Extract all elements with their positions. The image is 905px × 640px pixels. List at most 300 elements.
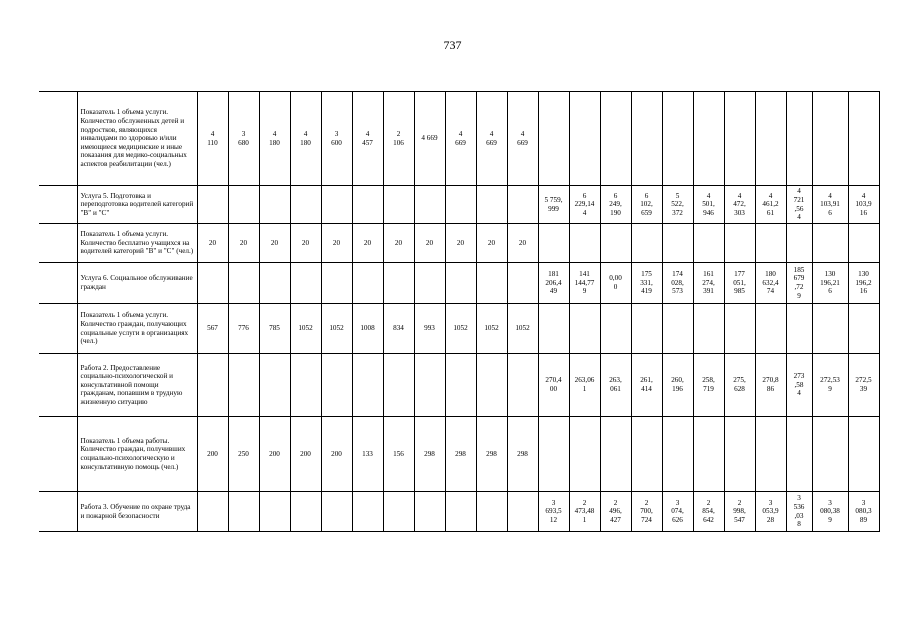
cell-text: 181 — [548, 270, 559, 279]
amount-cell — [724, 186, 755, 224]
cell-text: 721 — [793, 195, 805, 204]
cell-text: 270,4 — [545, 376, 562, 385]
cell-text: 20 — [363, 238, 372, 247]
count-cell — [228, 354, 259, 417]
amount-cell — [848, 354, 879, 417]
count-cell — [321, 263, 352, 304]
count-cell — [290, 224, 321, 263]
count-cell — [507, 354, 538, 417]
count-cell — [259, 224, 290, 263]
count-cell — [414, 224, 445, 263]
amount-cell — [848, 224, 879, 263]
row-name-cell: Показатель 1 объема услуги. Количество обслуженных детей и подростков, являющихся инвалидами по здоровью и/или имеющиеся медицинские и иные показания для медико-социальных аспектов реабилитации (чел.) — [77, 92, 197, 186]
cell-text: 272,5 — [855, 376, 872, 385]
count-cell — [476, 492, 507, 532]
cell-text: 2 — [706, 498, 711, 507]
cell-text: 180 — [269, 138, 280, 147]
cell-text: 86 — [766, 385, 775, 393]
cell-text: 174 — [672, 270, 683, 279]
amount-cell — [786, 304, 812, 354]
count-cell — [321, 224, 352, 263]
cell-text: 669 — [486, 138, 497, 147]
cell-text: 419 — [641, 287, 652, 296]
count-cell — [445, 354, 476, 417]
amount-cell — [538, 354, 569, 417]
cell-text: 6 — [828, 208, 832, 217]
amount-cell — [600, 417, 631, 492]
cell-text: 270,8 — [762, 376, 779, 385]
count-cell — [476, 304, 507, 354]
cell-text: 103,91 — [820, 200, 840, 209]
cell-text: 2 — [396, 129, 401, 138]
cell-text: 724 — [641, 515, 652, 524]
amount-cell — [812, 354, 848, 417]
cell-text: 1052 — [298, 324, 313, 333]
count-cell — [197, 492, 228, 532]
cell-text: 74 — [766, 287, 775, 296]
amount-cell — [538, 304, 569, 354]
count-cell — [414, 354, 445, 417]
amount-cell — [724, 417, 755, 492]
cell-text: ,58 — [794, 380, 804, 389]
table-row — [39, 224, 879, 263]
cell-text: 20 — [456, 238, 465, 247]
amount-cell — [693, 417, 724, 492]
amount-cell — [812, 186, 848, 224]
count-cell — [352, 224, 383, 263]
count-cell — [259, 92, 290, 186]
amount-cell — [600, 92, 631, 186]
cell-text: 273 — [793, 372, 805, 381]
amount-cell — [538, 92, 569, 186]
cell-text: 5 — [675, 191, 680, 200]
cell-text: 196 — [672, 385, 683, 393]
amount-cell — [812, 417, 848, 492]
row-name-cell: Работа 2. Предоставление социально-психологической и консультативной помощи гражданам, попавшим в трудную жизненную ситуацию — [77, 354, 197, 417]
cell-text: 3 — [861, 498, 866, 507]
row-number-cell — [39, 186, 77, 224]
cell-text: 249, — [609, 200, 622, 209]
row-name-cell: Показатель 1 объема услуги. Количество граждан, получающих социальные услуги в организациях (чел.) — [77, 304, 197, 354]
cell-text: 3 — [334, 129, 339, 138]
cell-text: 103,9 — [855, 200, 872, 209]
table-row — [39, 417, 879, 492]
amount-cell — [693, 492, 724, 532]
row-number-cell — [39, 224, 77, 263]
count-cell — [414, 92, 445, 186]
amount-cell — [848, 492, 879, 532]
amount-cell — [662, 417, 693, 492]
count-cell — [414, 304, 445, 354]
cell-text: 985 — [734, 287, 745, 296]
cell-text: 2 — [582, 498, 587, 507]
count-cell — [507, 92, 538, 186]
cell-text: 536 — [793, 502, 805, 511]
cell-text: 4 — [737, 191, 742, 200]
amount-cell — [600, 224, 631, 263]
count-cell — [228, 417, 259, 492]
cell-text: 626 — [672, 515, 683, 524]
cell-text: 028, — [671, 278, 684, 287]
cell-text: 642 — [703, 515, 714, 524]
amount-cell — [631, 263, 662, 304]
cell-text: 20 — [332, 238, 341, 247]
amount-cell — [538, 263, 569, 304]
cell-text: 196,21 — [820, 278, 840, 287]
cell-text: 9 — [828, 385, 832, 393]
cell-text: 946 — [703, 208, 714, 217]
table-row — [39, 304, 879, 354]
cell-text: 4 — [768, 191, 773, 200]
amount-cell — [662, 354, 693, 417]
count-cell — [507, 186, 538, 224]
cell-text: 4 — [828, 191, 832, 200]
cell-text: 89 — [859, 515, 868, 524]
cell-text: 461,2 — [762, 200, 779, 209]
cell-text: 680 — [238, 138, 249, 147]
count-cell — [352, 354, 383, 417]
cell-text: 834 — [393, 324, 404, 333]
count-cell — [507, 492, 538, 532]
cell-text: 1 — [582, 515, 587, 524]
amount-cell — [693, 186, 724, 224]
amount-cell — [631, 304, 662, 354]
cell-text: 20 — [270, 238, 279, 247]
cell-text: 185 — [793, 265, 805, 274]
count-cell — [197, 186, 228, 224]
count-cell — [259, 354, 290, 417]
cell-text: 298 — [424, 449, 435, 458]
count-cell — [352, 417, 383, 492]
count-cell — [290, 304, 321, 354]
data-table — [39, 91, 880, 532]
count-cell — [507, 224, 538, 263]
count-cell — [197, 304, 228, 354]
cell-text: 9 — [797, 291, 801, 300]
cell-text: 200 — [331, 449, 342, 458]
amount-cell — [724, 304, 755, 354]
count-cell — [197, 92, 228, 186]
amount-cell — [600, 492, 631, 532]
amount-cell — [538, 417, 569, 492]
cell-text: 298 — [486, 449, 497, 458]
count-cell — [228, 224, 259, 263]
amount-cell — [569, 263, 600, 304]
amount-cell — [693, 224, 724, 263]
cell-text: 130 — [824, 270, 836, 279]
cell-text: 1052 — [515, 324, 530, 333]
cell-text: 274, — [702, 278, 715, 287]
cell-text: 600 — [331, 138, 342, 147]
count-cell — [290, 417, 321, 492]
cell-text: 20 — [208, 238, 217, 247]
amount-cell — [724, 224, 755, 263]
count-cell — [383, 492, 414, 532]
cell-text: 260, — [671, 376, 684, 385]
cell-text: 4 — [303, 129, 308, 138]
cell-text: 547 — [734, 515, 745, 524]
count-cell — [228, 263, 259, 304]
row-number-cell — [39, 492, 77, 532]
count-cell — [197, 263, 228, 304]
table-row — [39, 186, 879, 224]
row-name-cell: Показатель 1 объема работы. Количество граждан, получивших социально-психологическую и консультативную помощь (чел.) — [77, 417, 197, 492]
cell-text: 2 — [644, 498, 649, 507]
row-name-cell: Услуга 5. Подготовка и переподготовка водителей категорий "В" и "С" — [77, 186, 197, 224]
cell-text: 496, — [609, 507, 622, 516]
row-number-cell — [39, 417, 77, 492]
cell-text: 200 — [269, 449, 280, 458]
cell-text: 4 — [489, 129, 494, 138]
count-cell — [383, 263, 414, 304]
cell-text: 263,06 — [574, 376, 595, 385]
count-cell — [321, 92, 352, 186]
cell-text: 1 — [582, 385, 587, 393]
count-cell — [383, 354, 414, 417]
amount-cell — [755, 304, 786, 354]
count-cell — [197, 224, 228, 263]
cell-text: 700, — [640, 507, 653, 516]
count-cell — [290, 92, 321, 186]
cell-text: 2 — [737, 498, 742, 507]
amount-cell — [631, 92, 662, 186]
count-cell — [445, 417, 476, 492]
amount-cell — [631, 417, 662, 492]
count-cell — [383, 224, 414, 263]
cell-text: 00 — [549, 385, 558, 393]
count-cell — [290, 186, 321, 224]
cell-text: ,56 — [794, 204, 804, 213]
amount-cell — [569, 92, 600, 186]
amount-cell — [755, 263, 786, 304]
cell-text: 6 — [644, 191, 649, 200]
count-cell — [290, 263, 321, 304]
amount-cell — [812, 92, 848, 186]
amount-cell — [812, 304, 848, 354]
cell-text: 053,9 — [762, 507, 779, 516]
cell-text: 20 — [301, 238, 310, 247]
amount-cell — [631, 354, 662, 417]
cell-text: 4 — [365, 129, 370, 138]
count-cell — [507, 263, 538, 304]
count-cell — [321, 417, 352, 492]
cell-text: 8 — [797, 520, 801, 529]
cell-text: 28 — [766, 515, 775, 524]
amount-cell — [600, 304, 631, 354]
cell-text: 331, — [640, 278, 653, 287]
cell-text: 9 — [582, 287, 587, 296]
count-cell — [290, 492, 321, 532]
count-cell — [476, 224, 507, 263]
count-cell — [259, 492, 290, 532]
cell-text: 20 — [239, 238, 248, 247]
amount-cell — [812, 224, 848, 263]
cell-text: 20 — [518, 238, 527, 247]
amount-cell — [662, 263, 693, 304]
count-cell — [507, 417, 538, 492]
count-cell — [321, 186, 352, 224]
cell-text: ,03 — [794, 511, 804, 520]
row-number-cell — [39, 92, 77, 186]
cell-text: 2 — [613, 498, 618, 507]
cell-text: 5 759, — [544, 195, 563, 204]
cell-text: 4 — [272, 129, 277, 138]
cell-text: 298 — [517, 449, 528, 458]
amount-cell — [724, 492, 755, 532]
cell-text: 39 — [859, 385, 868, 393]
cell-text: 669 — [455, 138, 466, 147]
cell-text: 080,3 — [855, 507, 872, 516]
cell-text: 522, — [671, 200, 684, 209]
cell-text: 632,4 — [762, 278, 779, 287]
amount-cell — [755, 492, 786, 532]
amount-cell — [786, 263, 812, 304]
cell-text: 49 — [549, 287, 558, 296]
cell-text: 567 — [207, 324, 218, 333]
cell-text: 3 — [241, 129, 246, 138]
count-cell — [476, 92, 507, 186]
amount-cell — [755, 224, 786, 263]
count-cell — [228, 186, 259, 224]
cell-text: 427 — [610, 515, 621, 524]
amount-cell — [755, 186, 786, 224]
cell-text: 693,5 — [545, 507, 562, 516]
page-number: 737 — [443, 38, 462, 52]
cell-text: 0 — [613, 283, 618, 291]
cell-text: 4 — [797, 213, 801, 222]
cell-text: 573 — [672, 287, 683, 296]
cell-text: 472, — [733, 200, 746, 209]
cell-text: 175 — [641, 270, 652, 279]
count-cell — [476, 354, 507, 417]
amount-cell — [569, 186, 600, 224]
cell-text: 133 — [362, 449, 373, 458]
cell-text: 16 — [859, 208, 868, 217]
count-cell — [352, 263, 383, 304]
count-cell — [259, 417, 290, 492]
amount-cell — [693, 354, 724, 417]
count-cell — [445, 224, 476, 263]
cell-text: 6 — [582, 191, 587, 200]
row-number-cell — [39, 304, 77, 354]
count-cell — [352, 186, 383, 224]
count-cell — [321, 304, 352, 354]
cell-text: 275, — [733, 376, 746, 385]
count-cell — [259, 263, 290, 304]
cell-text: 229,14 — [574, 200, 595, 209]
cell-text: 391 — [703, 287, 714, 296]
cell-text: 998, — [733, 507, 746, 516]
cell-text: 4 669 — [421, 134, 438, 143]
amount-cell — [569, 354, 600, 417]
cell-text: 1052 — [484, 324, 499, 333]
cell-text: 4 — [861, 191, 866, 200]
amount-cell — [631, 224, 662, 263]
amount-cell — [693, 92, 724, 186]
cell-text: 993 — [424, 324, 435, 333]
cell-text: 141 — [579, 270, 590, 279]
cell-text: 177 — [734, 270, 745, 279]
amount-cell — [786, 492, 812, 532]
table-row — [39, 354, 879, 417]
amount-cell — [786, 186, 812, 224]
table-row — [39, 492, 879, 532]
count-cell — [507, 304, 538, 354]
cell-text: 190 — [610, 208, 621, 217]
amount-cell — [848, 186, 879, 224]
cell-text: 4 — [797, 389, 801, 398]
cell-text: 303 — [734, 208, 745, 217]
count-cell — [197, 417, 228, 492]
cell-text: 61 — [766, 208, 775, 217]
cell-text: 372 — [672, 208, 683, 217]
cell-text: 3 — [675, 498, 680, 507]
cell-text: 6 — [613, 191, 618, 200]
amount-cell — [755, 354, 786, 417]
cell-text: 110 — [207, 138, 218, 147]
cell-text: 679 — [793, 274, 805, 283]
cell-text: 074, — [671, 507, 684, 516]
row-name-cell: Работа 3. Обучение по охране труда и пожарной безопасности — [77, 492, 197, 532]
cell-text: 206,4 — [545, 278, 562, 287]
cell-text: 1008 — [360, 324, 375, 333]
count-cell — [352, 304, 383, 354]
count-cell — [228, 492, 259, 532]
cell-text: 161 — [703, 270, 714, 279]
amount-cell — [600, 263, 631, 304]
count-cell — [228, 304, 259, 354]
amount-cell — [662, 186, 693, 224]
cell-text: 1052 — [329, 324, 344, 333]
cell-text: 719 — [703, 385, 714, 393]
amount-cell — [662, 224, 693, 263]
cell-text: 4 — [520, 129, 525, 138]
count-cell — [383, 92, 414, 186]
count-cell — [414, 263, 445, 304]
cell-text: 854, — [702, 507, 715, 516]
amount-cell — [569, 224, 600, 263]
amount-cell — [755, 92, 786, 186]
amount-cell — [693, 263, 724, 304]
cell-text: 180 — [765, 270, 776, 279]
cell-text: 457 — [362, 138, 373, 147]
cell-text: 1052 — [453, 324, 468, 333]
cell-text: 628 — [734, 385, 745, 393]
cell-text: 999 — [548, 204, 559, 213]
cell-text: 4 — [582, 208, 587, 217]
count-cell — [476, 186, 507, 224]
amount-cell — [538, 492, 569, 532]
cell-text: 3 — [551, 498, 556, 507]
amount-cell — [693, 304, 724, 354]
cell-text: 4 — [706, 191, 711, 200]
amount-cell — [848, 417, 879, 492]
cell-text: 20 — [425, 238, 434, 247]
row-number-cell — [39, 354, 77, 417]
amount-cell — [812, 492, 848, 532]
amount-cell — [662, 92, 693, 186]
count-cell — [414, 492, 445, 532]
cell-text: 659 — [641, 208, 652, 217]
table-body — [39, 92, 879, 532]
count-cell — [197, 354, 228, 417]
count-cell — [259, 304, 290, 354]
cell-text: 20 — [487, 238, 496, 247]
amount-cell — [812, 263, 848, 304]
cell-text: 061 — [610, 385, 621, 393]
count-cell — [445, 304, 476, 354]
cell-text: 258, — [702, 376, 715, 385]
